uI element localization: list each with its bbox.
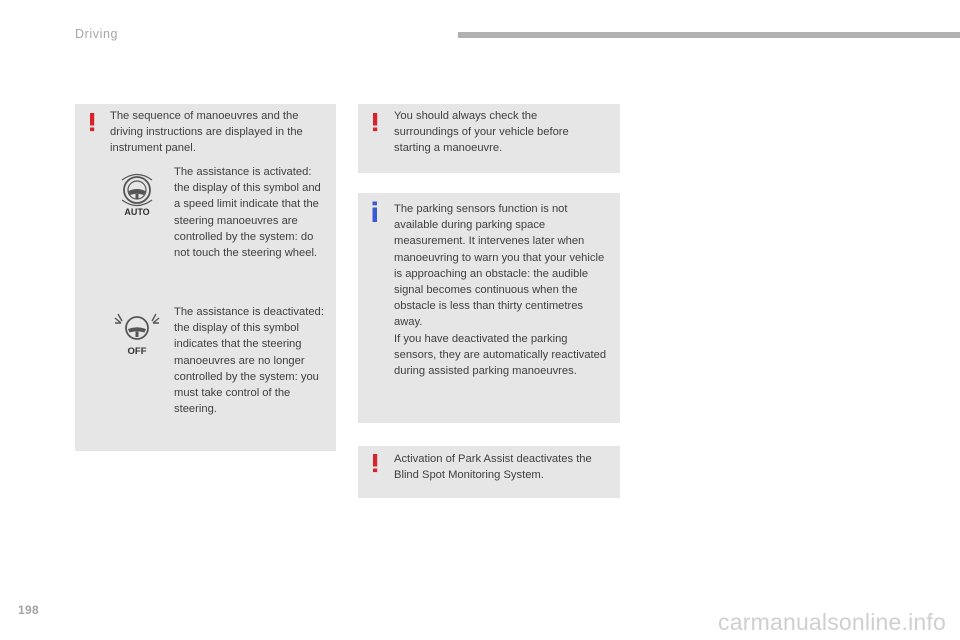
header-rule [458,32,960,38]
steering-wheel-auto-icon [118,172,158,218]
parking-sensors-paragraph-2: If you have deactivated the parking sensors, they are automatically reactivated during assisted parking manoeuvres. [394,332,607,378]
left-warning-box [75,104,336,451]
warning-exclamation-icon [368,112,382,132]
page-number: 198 [18,603,39,617]
auto-label: AUTO [124,207,150,217]
blind-spot-text: Activation of Park Assist deactivates the Blind Spot Monitoring System. [394,453,592,482]
right-info-box-sensors [358,193,620,423]
off-label: OFF [127,346,147,357]
check-surroundings-text: You should always check the surroundings of your vehicle before starting a manoeuvre. [394,110,569,155]
right-warning-box-bsm [358,446,620,498]
parking-sensors-text [394,201,612,379]
section-title: Driving [75,27,119,41]
auto-description: The assistance is activated: the display of this symbol and a speed limit indicate that the steering manoeuvres are controlled by the system: do not touch the steering wheel. [174,166,321,260]
warning-exclamation-icon [368,453,382,473]
intro-text: The sequence of manoeuvres and the driving instructions are displayed in the instrument panel. [110,110,303,155]
watermark: carmanualsonline.info [718,609,946,635]
off-description: The assistance is deactivated: the display of this symbol indicates that the steering manoeuvres are no longer controlled by the system: you must take control of the steering. [174,306,324,416]
right-warning-box-check [358,104,620,173]
parking-sensors-paragraph-1: The parking sensors function is not available during parking space measurement. It intervenes later when manoeuvring to warn you that your vehicle is approaching an obstacle: the audible signal becomes continuous when the obstacle is less than thirty centimetres away. [394,203,605,329]
steering-wheel-off-icon [113,310,163,360]
warning-exclamation-icon [85,112,99,132]
info-icon [370,201,380,223]
